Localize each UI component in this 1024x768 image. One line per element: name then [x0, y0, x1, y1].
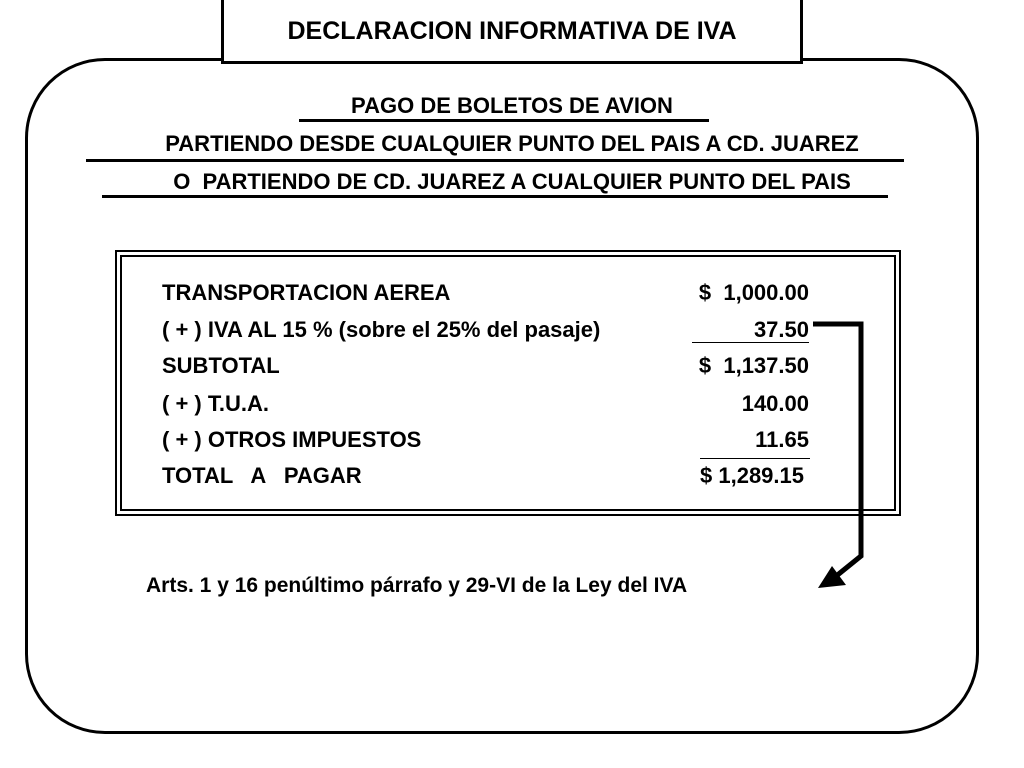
- row-value-otros-impuestos: 11.65: [755, 427, 809, 452]
- row-value-total: $ 1,289.15: [700, 463, 804, 488]
- row-value-transportacion: $ 1,000.00: [698, 280, 809, 305]
- heading-line-2: PARTIENDO DESDE CUALQUIER PUNTO DEL PAIS A CD. JUAREZ: [165, 131, 859, 156]
- row-label-otros-impuestos: ( + ) OTROS IMPUESTOS: [162, 427, 422, 452]
- row-label-total: TOTAL A PAGAR: [162, 463, 362, 488]
- row-value-iva: 37.50: [753, 317, 809, 342]
- row-label-tua: ( + ) T.U.A.: [162, 391, 269, 416]
- heading-line-1: PAGO DE BOLETOS DE AVION: [351, 93, 673, 118]
- heading-line-3: O PARTIENDO DE CD. JUAREZ A CUALQUIER PUNTO DEL PAIS: [173, 169, 851, 194]
- row-value-subtotal: $ 1,137.50: [698, 353, 809, 378]
- row-value-tua: 140.00: [741, 391, 809, 416]
- row-label-iva: ( + ) IVA AL 15 % (sobre el 25% del pasaje): [162, 317, 601, 342]
- page-title: DECLARACION INFORMATIVA DE IVA: [287, 17, 737, 45]
- row-label-transportacion: TRANSPORTACION AEREA: [162, 280, 451, 305]
- legal-reference: Arts. 1 y 16 penúltimo párrafo y 29-VI de la Ley del IVA: [146, 574, 688, 597]
- row-label-subtotal: SUBTOTAL: [162, 353, 280, 378]
